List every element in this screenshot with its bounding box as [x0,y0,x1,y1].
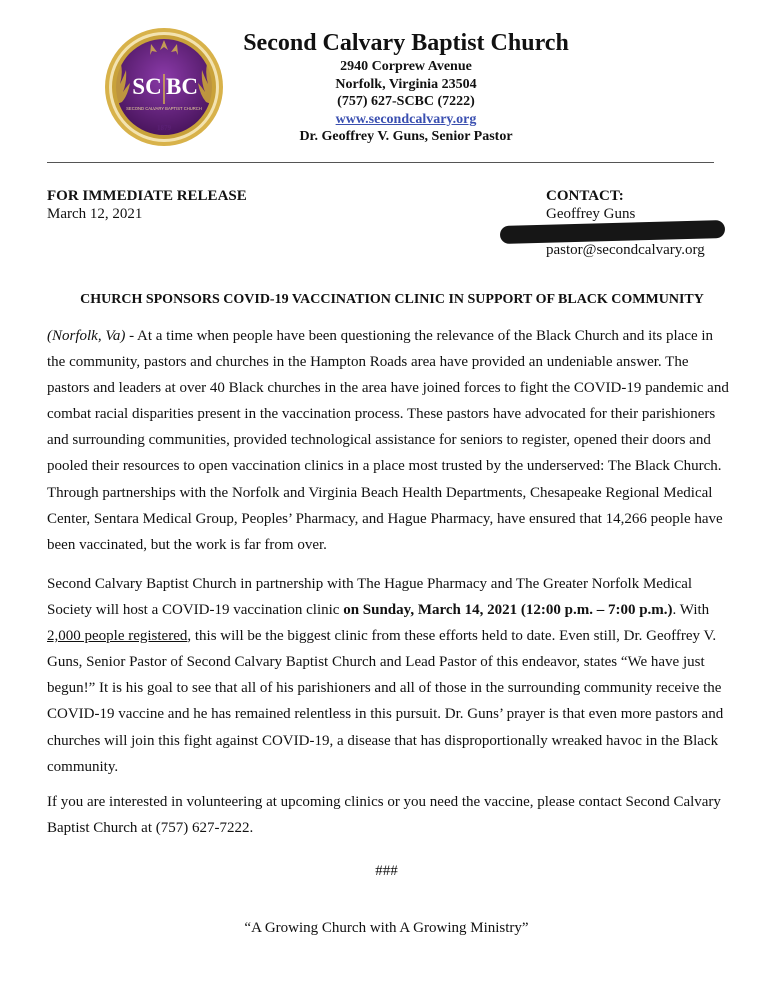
phone-number: (757) 627-SCBC (7222) [337,94,475,109]
release-block [47,187,247,223]
paragraph-3: If you are interested in volunteering at upcoming clinics or you need the vaccine, please contact Second Calvary Baptist Church at (757) 627-7222. [47,794,721,837]
logo-initials-left: SC [132,74,162,99]
city-address: Norfolk, Virginia 23504 [335,76,477,92]
church-seal-icon [103,26,225,148]
paragraph-2-part2: . With [672,602,710,619]
registered-count: 2,000 people registered [47,628,188,645]
paragraph-2-part1: Second Calvary Baptist Church in partnership with The Hague Pharmacy and The Greater Norfolk Medical Society will host a COVID-19 vaccination clinic [47,576,693,619]
dateline: (Norfolk, Va) [47,328,126,344]
church-tagline: “A Growing Church with A Growing Ministry” [244,920,529,936]
release-label: FOR IMMEDIATE RELEASE [47,188,247,204]
logo-initials-right: BC [166,74,198,99]
end-mark: ### [375,863,398,879]
church-logo [103,26,225,148]
senior-pastor: Dr. Geoffrey V. Guns, Senior Pastor [299,129,513,144]
logo-ring-text: SECOND CALVARY BAPTIST CHURCH [126,106,202,111]
contact-block [546,187,725,259]
release-date: March 12, 2021 [47,206,143,222]
website-link[interactable]: www.secondcalvary.org [335,111,477,127]
event-date-time: on Sunday, March 14, 2021 (12:00 p.m. – 7:00 p.m.) [343,602,673,619]
contact-name: Geoffrey Guns [546,206,636,222]
church-name: Second Calvary Baptist Church [243,30,569,56]
press-headline: CHURCH SPONSORS COVID-19 VACCINATION CLINIC IN SUPPORT OF BLACK COMMUNITY [80,292,704,307]
logo-year: 1879 [157,124,171,132]
letterhead [226,28,586,146]
street-address: 2940 Corprew Avenue [340,59,472,74]
paragraph-1 [47,323,731,558]
paragraph-1-text: - At a time when people have been questioning the relevance of the Black Church and its place in the community, pastors and churches in the Hampton Roads area have provided an undeniable answer. The pastors and leaders at over 40 Black churches in the area have joined forces to fight the COVID-19 pandemic and combat racial disparities present in the vaccination process. These pastors have advocated for their parishioners and surrounding communities, provided technological assistance for seniors to register, opened their doors and pooled their resources to open vaccination clinics in a place most trusted by the underserved: The Black Church. Through partnerships with the Norfolk and Virginia Beach Health Departments, Chesapeake Regional Medical Center, Sentara Medical Group, Peoples’ Pharmacy, and Hague Pharmacy, have ensured that 14,266 people have been vaccinated, but the work is far from over. [47,328,729,553]
header-divider [47,162,714,163]
contact-label: CONTACT: [546,188,624,204]
contact-email: pastor@secondcalvary.org [546,242,705,258]
paragraph-2 [47,571,731,780]
paragraph-2-part3: , this will be the biggest clinic from these efforts held to date. Even still, Dr. Geoffrey V. Guns, Senior Pastor of Second Calvary Baptist Church and Lead Pastor of this endeavor, states “We have just begun!” It is his goal to see that all of his parishioners and all of those in the surrounding community receive the COVID-19 vaccine and he has remained relentless in this pursuit. Dr. Guns’ prayer is that even more pastors and churches will join this fight against COVID-19, a disease that has disproportionally wreaked havoc in the Black community. [47,628,724,775]
